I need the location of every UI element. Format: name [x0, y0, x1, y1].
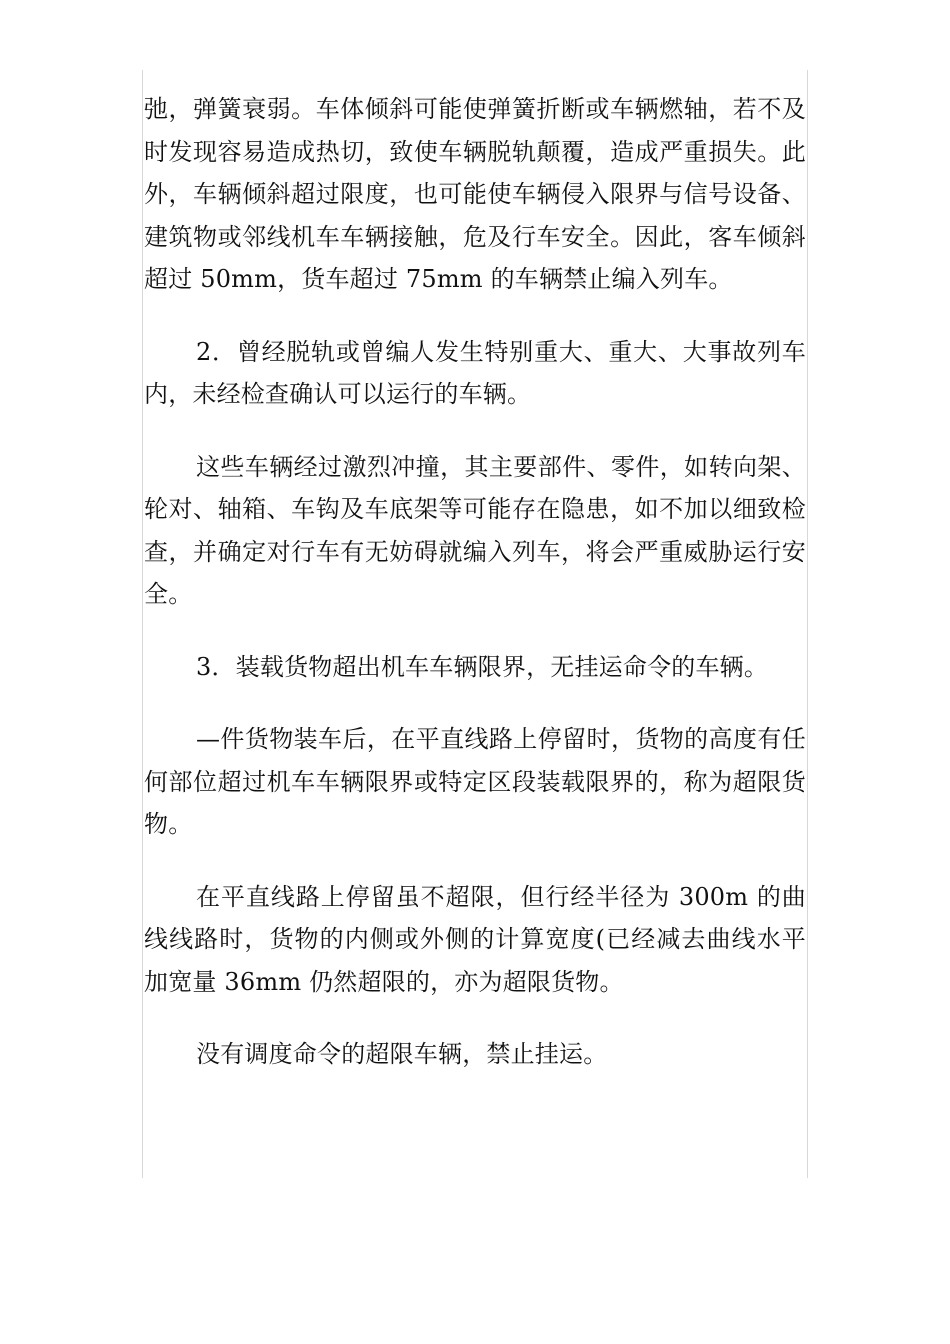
- paragraph: 3．装载货物超出机车车辆限界，无挂运命令的车辆。: [196, 652, 769, 681]
- paragraph: 弛，弹簧衰弱。车体倾斜可能使弹簧折断或车辆燃轴，若不及时发现容易造成热切，致使车辆脱轨颠覆，造成严重损失。此外，车辆倾斜超过限度，也可能使车辆侵入限界与信号设备、建筑物或邻线机车车辆接触，危及行车安全。因此，客车倾斜超过 50mm，货车超过 75mm 的车辆禁止编入列车。: [144, 95, 806, 293]
- paragraph: 这些车辆经过激烈冲撞，其主要部件、零件，如转向架、轮对、轴箱、车钩及车底架等可能存在隐患，如不加以细致检查，并确定对行车有无妨碍就编入列车，将会严重威胁运行安全。: [144, 452, 806, 608]
- paragraph: 2．曾经脱轨或曾编人发生特别重大、重大、大事故列车内，未经检查确认可以运行的车辆。: [144, 337, 806, 408]
- document-body: [144, 88, 806, 1076]
- paragraph: —件货物装车后，在平直线路上停留时，货物的高度有任何部位超过机车车辆限界或特定区段装载限界的，称为超限货物。: [144, 725, 806, 838]
- paragraph: 在平直线路上停留虽不超限，但行经半径为 300m 的曲线线路时，货物的内侧或外侧的计算宽度(已经减去曲线水平加宽量 36mm 仍然超限的，亦为超限货物。: [144, 882, 806, 996]
- paragraph: 没有调度命令的超限车辆，禁止挂运。: [196, 1040, 608, 1068]
